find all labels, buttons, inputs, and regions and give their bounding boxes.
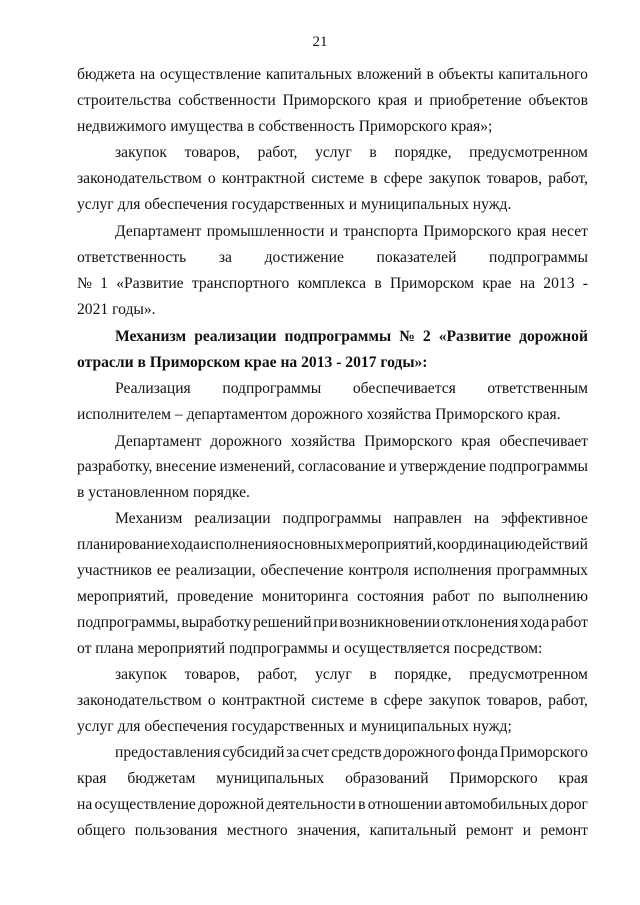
text-line: услуг для обеспечения государственных и муниципальных нужд; (77, 718, 512, 735)
text-line: Механизм реализации подпрограммы направлен на эффективное (115, 510, 588, 527)
text-line: закупок товаров, работ, услуг в порядке, предусмотренном (115, 144, 588, 161)
text-line: участников ее реализации, обеспечение контроля исполнения программных (77, 562, 588, 579)
text-line: в установленном порядке. (77, 484, 250, 501)
text-line: подпрограммы, выработку решений при возникновении отклонения хода работ (77, 614, 588, 631)
text-line: Реализация подпрограммы обеспечивается ответственным (115, 380, 588, 397)
text-line: разработку, внесение изменений, согласование и утверждение подпрограммы (77, 458, 588, 475)
text-line: предоставления субсидий за счет средств дорожного фонда Приморского (115, 744, 588, 761)
text-line: закупок товаров, работ, услуг в порядке, предусмотренном (115, 666, 588, 683)
text-line: исполнителем – департаментом дорожного хозяйства Приморского края. (77, 406, 561, 423)
text-line: № 1 «Развитие транспортного комплекса в Приморском крае на 2013 - (77, 275, 588, 292)
text-line: ответственность за достижение показателей подпрограммы (77, 249, 588, 266)
text-line: планирование хода исполнения основных мероприятий, координацию действий (77, 536, 588, 553)
text-line: строительства собственности Приморского края и приобретение объектов (77, 92, 588, 109)
page-number: 21 (312, 34, 328, 50)
text-line: законодательством о контрактной системе в сфере закупок товаров, работ, (77, 692, 588, 709)
text-line: Механизм реализации подпрограммы № 2 «Развитие дорожной (115, 328, 588, 345)
text-line: Департамент промышленности и транспорта Приморского края несет (115, 223, 588, 240)
text-line: мероприятий, проведение мониторинга состояния работ по выполнению (77, 588, 588, 605)
text-line: отрасли в Приморском крае на 2013 - 2017 годы»: (77, 354, 428, 371)
text-line: услуг для обеспечения государственных и муниципальных нужд. (77, 196, 512, 213)
text-line: законодательством о контрактной системе в сфере закупок товаров, работ, (77, 170, 588, 187)
text-line: края бюджетам муниципальных образований Приморского края (77, 770, 588, 787)
text-line: недвижимого имущества в собственность Приморского края»; (77, 118, 493, 135)
text-line: от плана мероприятий подпрограммы и осуществляется посредством: (77, 640, 543, 657)
text-line: на осуществление дорожной деятельности в отношении автомобильных дорог (77, 796, 588, 813)
text-line: бюджета на осуществление капитальных вложений в объекты капитального (77, 66, 588, 83)
text-line: 2021 годы». (77, 301, 156, 318)
text-line: Департамент дорожного хозяйства Приморского края обеспечивает (115, 433, 588, 450)
text-line: общего пользования местного значения, капитальный ремонт и ремонт (77, 822, 588, 839)
